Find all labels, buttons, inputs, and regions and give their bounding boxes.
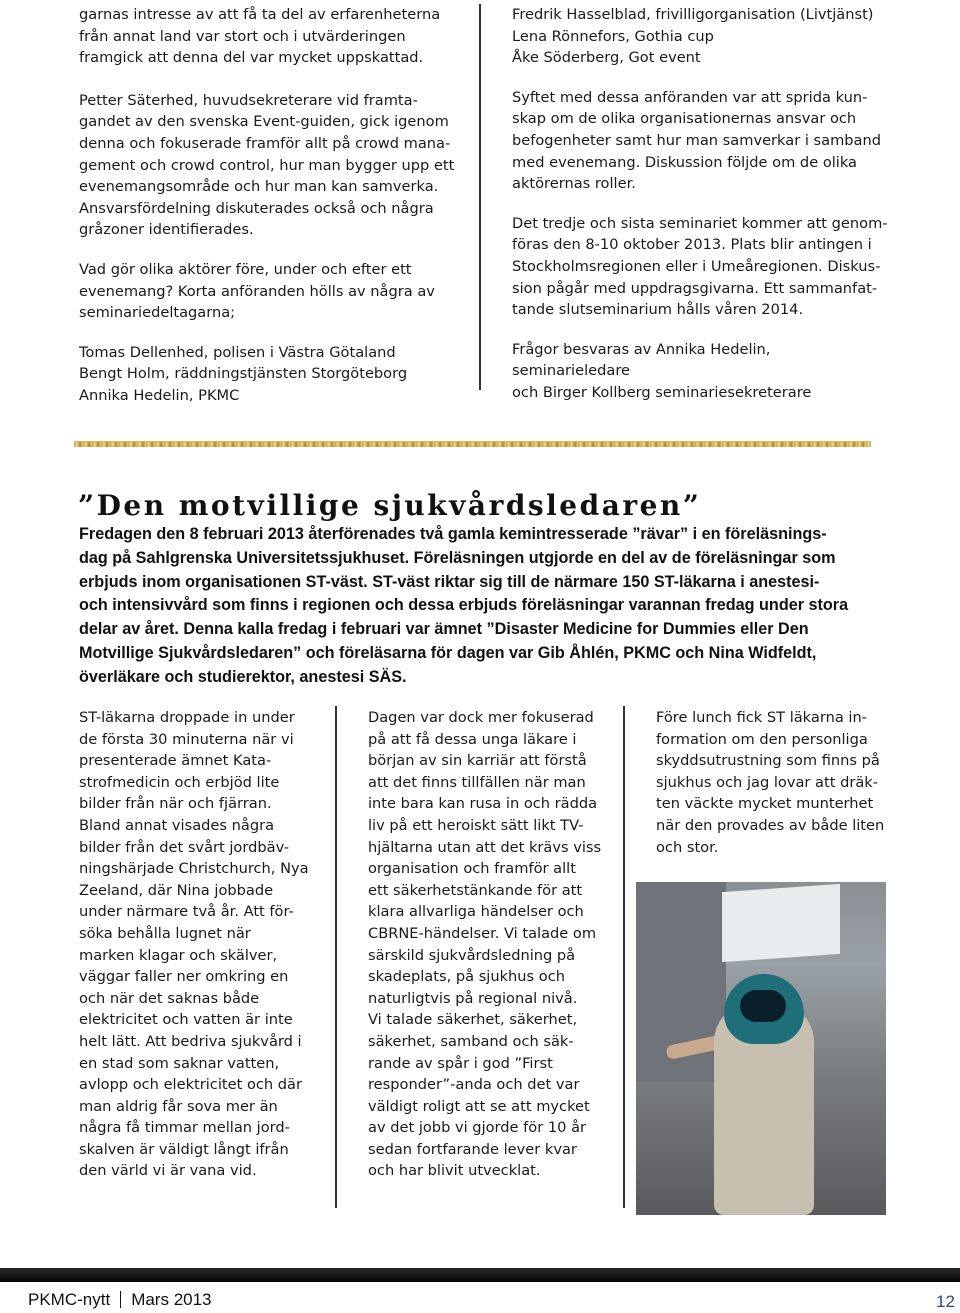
paragraph: Petter Säterhed, huvudsekreterare vid framta- gandet av den svenska Event-guiden, gick igenom denna och fokuserade framför allt på crowd mana- gement och crowd control, hur man bygger upp ett evenemangsområde och hur man kan samverka. Ansvarsfördelning diskuterades också och några gråzoner identifierades. (79, 91, 455, 239)
top-right-column (512, 4, 892, 404)
paragraph: Fredrik Hasselblad, frivilligorganisation (Livtjänst) Lena Rönnefors, Gothia cup Åke Söderberg, Got event (512, 6, 874, 67)
column-divider (479, 4, 481, 390)
issue-date: Mars 2013 (131, 1290, 212, 1309)
article-column-1 (79, 707, 329, 1182)
column-divider (335, 706, 337, 1208)
article-headline: ”Den motvillige sjukvårdsledaren” (78, 489, 702, 522)
photo-projector-screen (722, 884, 840, 962)
section-divider (74, 441, 871, 447)
photo-visor (740, 990, 786, 1022)
footer-publication (28, 1290, 212, 1310)
paragraph: Tomas Dellenhed, polisen i Västra Götaland Bengt Holm, räddningstjänsten Storgöteborg Annika Hedelin, PKMC (79, 343, 408, 404)
footer-separator (120, 1291, 121, 1308)
column-divider (623, 706, 625, 1208)
article-lead: Fredagen den 8 februari 2013 återförenades två gamla kemintresserade ”rävar” i en föreläsnings- dag på Sahlgrenska Universitetssjukhuset. Föreläsningen utgjorde en del av de föreläsningar som erbjuds inom organisationen ST-väst. ST-väst riktar sig till de närmare 150 ST-läkarna i anestesi- och intensivvård som finns i regionen och dessa erbjuds föreläsningar varannan fredag under stora delar av året. Denna kalla fredag i februari var ämnet ”Disaster Medicine for Dummies eller Den Motvillige Sjukvårdsledaren” och föreläsarna för dagen var Gib Åhlén, PKMC och Nina Widfeldt, överläkare och studierektor, anestesi SÄS. (79, 525, 849, 686)
paragraph: Före lunch fick ST läkarna in- formation om den personliga skyddsutrustning som finns på sjukhus och jag lovar att dräk- ten väckte mycket munterhet när den provades av både liten och stor. (656, 709, 885, 856)
article-column-2 (368, 707, 618, 1182)
page-number: 12 (936, 1292, 955, 1311)
paragraph: ST-läkarna droppade in under de första 30 minuterna när vi presenterade ämnet Kata- strofmedicin och erbjöd lite bilder från när och fjärran. Bland annat visades några bilder från det svårt jordbäv- ningshärjade Christchurch, Nya Zeeland, där Nina jobbade under närmare två år. Att för- söka behålla lugnet när marken klagar och skälver, väggar faller ner omkring en och när det saknas både elektricitet och vatten är inte helt lätt. Att bedriva sjukvård i en stad som saknar vatten, avlopp och elektricitet och där man aldrig får sova mer än några få timmar mellan jord- skalven är väldigt långt ifrån den värld vi är vana vid. (79, 709, 309, 1180)
publication-name: PKMC-nytt (28, 1290, 111, 1309)
paragraph: Dagen var dock mer fokuserad på att få dessa unga läkare i början av sin karriär att förstå att det finns tillfällen när man inte bara kan rusa in och rädda liv på ett heroiskt sätt likt TV- hjältarna utan att det krävs viss organisation och framför allt ett säkerhetstänkande för att klara allvarliga händelser och CBRNE-händelser. Vi talade om särskild sjukvårdsledning på skadeplats, på sjukhus och naturligtvis på regional nivå. Vi talade säkerhet, säkerhet, säkerhet, samband och säk- rande av spår i god ”First responder”-anda och det var väldigt roligt att se att mycket av det jobb vi gjorde för 10 år sedan fortfarande lever kvar och har blivit utvecklat. (368, 709, 602, 1180)
top-left-column (79, 4, 459, 407)
paragraph: garnas intresse av att få ta del av erfarenheterna från annat land var stort och i utvärderingen framgick att denna del var mycket uppskattad. (79, 6, 441, 67)
paragraph: Det tredje och sista seminariet kommer att genom- föras den 8-10 oktober 2013. Plats blir antingen i Stockholmsregionen eller i Umeåregionen. Diskus- sion pågår med uppdragsgivarna. Ett sammanfat- tande slutseminarium hålls våren 2014. (512, 214, 888, 319)
paragraph: Vad gör olika aktörer före, under och efter ett evenemang? Korta anföranden hölls av några av seminariedeltagarna; (79, 260, 435, 322)
protective-suit-photo (636, 882, 886, 1215)
article-column-3 (656, 707, 906, 858)
footer-bar (0, 1268, 960, 1282)
paragraph: Syftet med dessa anföranden var att sprida kun- skap om de olika organisationernas ansvar och befogenheter samt hur man samverkar i samband med evenemang. Diskussion följde om de olika aktörernas roller. (512, 88, 882, 193)
paragraph: Frågor besvaras av Annika Hedelin, seminarieledare och Birger Kollberg seminariesekreterare (512, 340, 812, 401)
